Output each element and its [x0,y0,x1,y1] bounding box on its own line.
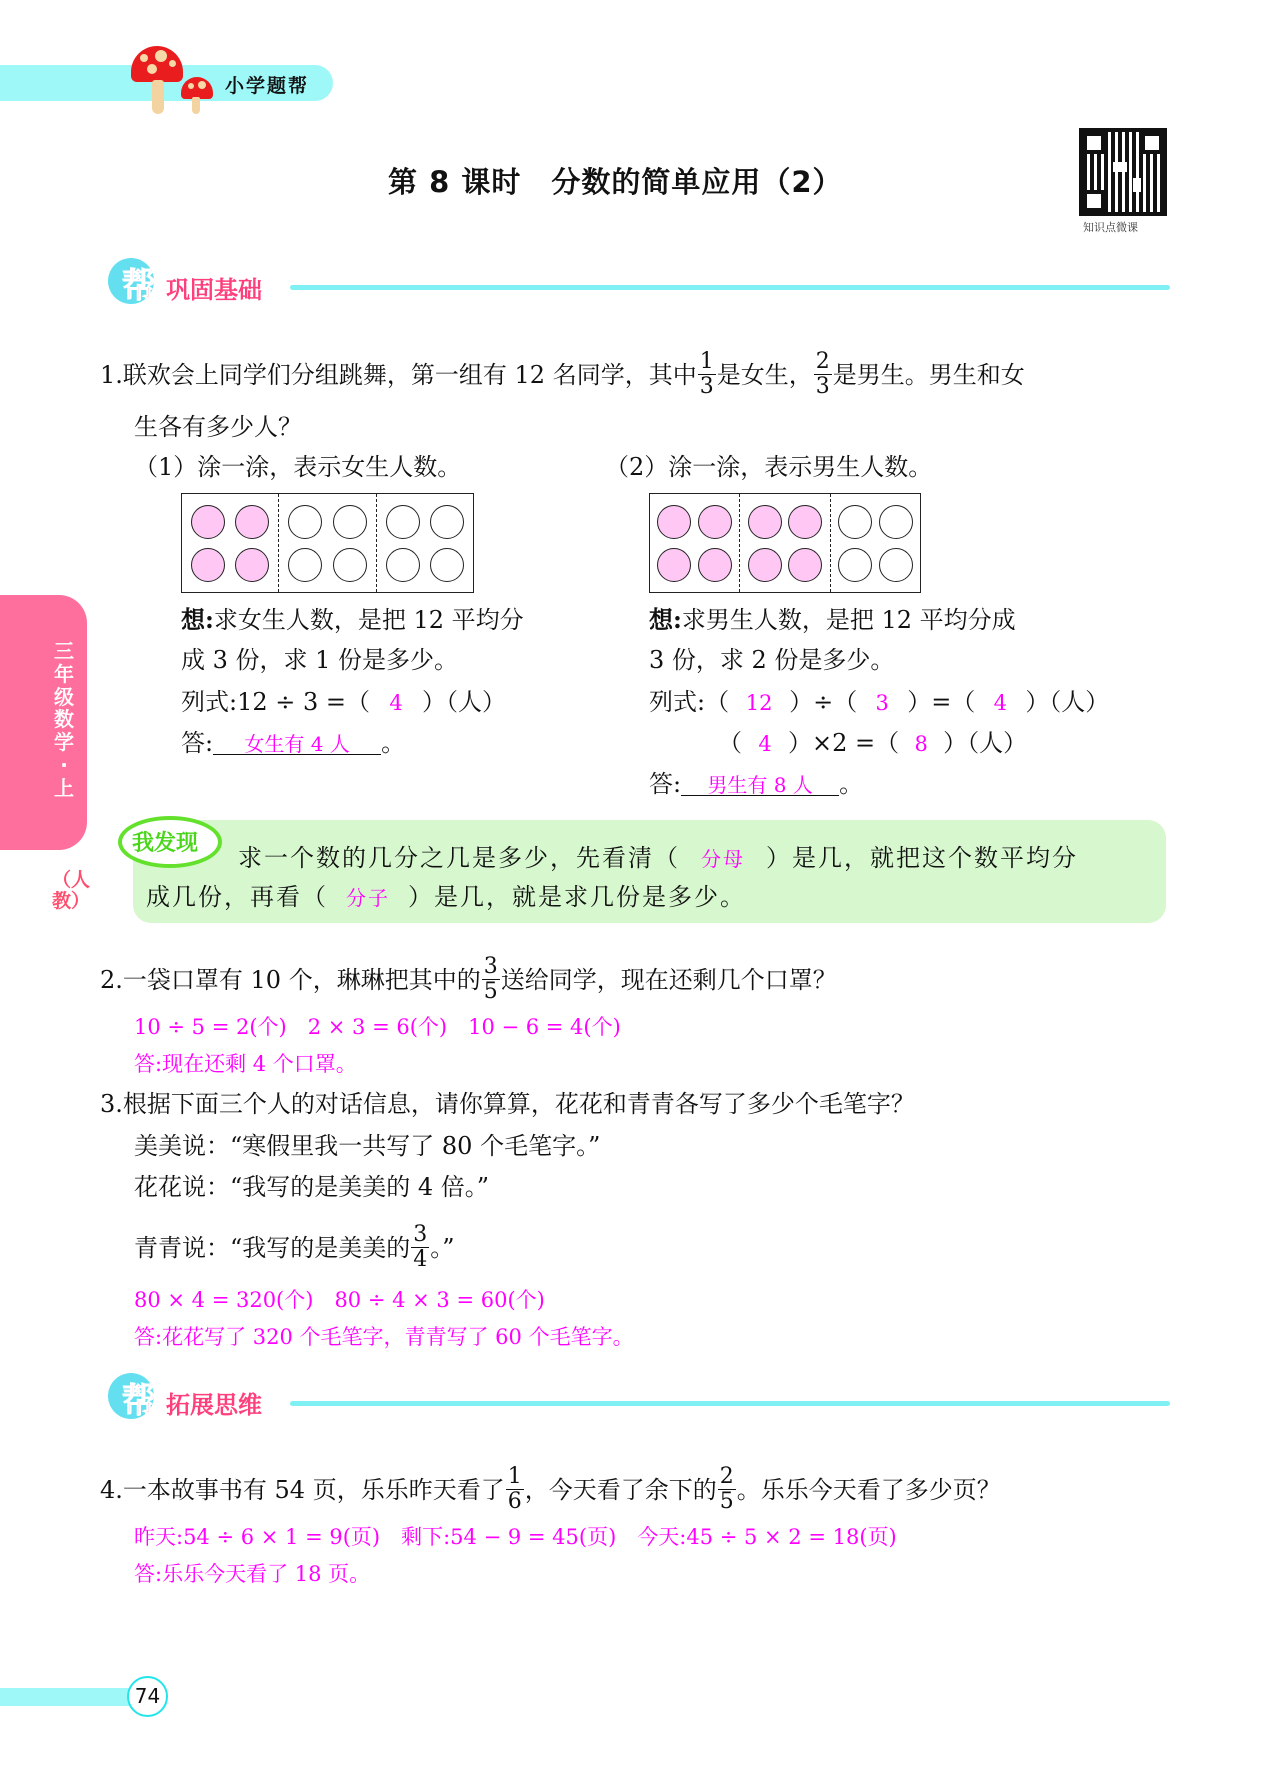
circle-filled[interactable] [788,505,822,539]
circle-grid-girls[interactable] [181,493,474,593]
circle-empty[interactable] [430,548,464,582]
fraction: $\frac{3}{4}$ [413,1222,428,1272]
circle-empty[interactable] [386,548,420,582]
grade-label: 三年级数学·上 [54,639,74,800]
circle-group [182,494,278,592]
page-title: 第 8 课时 分数的简单应用（2） [388,165,843,199]
part2-think-2: 3 份，求 2 份是多少。 [649,646,895,674]
discovery-line-2: 成几份，再看（ 分子 ）是几，就是求几份是多少。 [146,883,746,911]
brand-label: 小学题帮 [225,75,310,97]
circle-empty[interactable] [838,505,872,539]
circle-group [739,494,829,592]
question-1: 1.联欢会上同学们分组跳舞，第一组有 12 名同学，其中 $\frac{1}{3}$ 是女生， $\frac{2}{3}$ 是男生。男生和女 [100,349,1025,399]
answer-blank[interactable]: 4 [993,691,1007,715]
fraction: $\frac{2}{5}$ [719,1464,734,1514]
circle-filled[interactable] [191,505,225,539]
circle-empty[interactable] [386,505,420,539]
mushroom-small-stem [192,97,200,114]
circle-empty[interactable] [838,548,872,582]
answer-blank[interactable]: 3 [875,691,889,715]
circle-filled[interactable] [788,548,822,582]
q4-solution: 昨天:54 ÷ 6 × 1 = 9(页) 剩下:54 − 9 = 45(页) 今天:45 ÷ 5 × 2 = 18(页) [134,1525,897,1549]
answer-blank[interactable]: 12 [745,691,773,715]
circle-filled[interactable] [748,548,782,582]
answer-field[interactable]: 男生有 8 人 [681,775,839,796]
discovery-badge: 我发现 [132,831,199,856]
fraction: $\frac{3}{5}$ [483,954,498,1004]
circle-group [376,494,473,592]
circle-empty[interactable] [288,505,322,539]
circle-filled[interactable] [657,548,691,582]
circle-empty[interactable] [333,505,367,539]
discovery-line-1: 求一个数的几分之几是多少，先看清（ 分母 ）是几，就把这个数平均分 [238,844,1078,872]
circle-empty[interactable] [879,505,913,539]
circle-filled[interactable] [657,505,691,539]
circle-empty[interactable] [288,548,322,582]
mushroom-stem [152,80,164,114]
fraction: $\frac{1}{6}$ [507,1464,522,1514]
fraction: $\frac{2}{3}$ [815,349,830,399]
q3-huahua: 花花说：“我写的是美美的 4 倍。” [134,1173,490,1201]
section-badge: 帮 [122,1381,156,1421]
question-2: 2.一袋口罩有 10 个，琳琳把其中的 $\frac{3}{5}$ 送给同学，现在还剩几个口罩？ [100,954,837,1004]
section-divider [290,285,1170,290]
part1-think-2: 成 3 份，求 1 份是多少。 [181,646,459,674]
circle-group [650,494,739,592]
section-badge: 帮 [122,266,156,306]
part1-think-1: 想:求女生人数，是把 12 平均分 [181,605,524,634]
answer-blank[interactable]: 4 [389,691,403,715]
page-number: 74 [127,1676,168,1717]
circle-filled[interactable] [235,548,269,582]
circle-filled[interactable] [235,505,269,539]
edition-label: （人教） [52,869,91,912]
q3-qingqing: 青青说：“我写的是美美的 $\frac{3}{4}$ 。” [134,1222,455,1272]
part2-label: （2）涂一涂，表示男生人数。 [605,453,933,481]
circle-grid-boys[interactable] [649,493,921,593]
part1-formula: 列式:12 ÷ 3 =（ 4 ）（人） [181,688,506,716]
answer-blank[interactable]: 4 [758,732,772,756]
circle-filled[interactable] [698,505,732,539]
q4-answer: 答:乐乐今天看了 18 页。 [134,1562,371,1586]
question-3: 3.根据下面三个人的对话信息，请你算算，花花和青青各写了多少个毛笔字？ [100,1090,915,1118]
section-divider [290,1401,1170,1406]
circle-empty[interactable] [879,548,913,582]
answer-blank[interactable]: 8 [914,732,928,756]
answer-blank[interactable]: 分母 [701,847,745,871]
section-title-extend: 拓展思维 [166,1391,262,1419]
question-4: 4.一本故事书有 54 页，乐乐昨天看了 $\frac{1}{6}$ ，今天看了余下的 $\frac{2}{5}$ 。乐乐今天看了多少页？ [100,1464,1001,1514]
mushroom-icon [131,46,183,82]
part2-answer: 答: 男生有 8 人 。 [649,770,864,798]
q3-meimei: 美美说：“寒假里我一共写了 80 个毛笔字。” [134,1132,601,1160]
circle-empty[interactable] [333,548,367,582]
q2-answer: 答:现在还剩 4 个口罩。 [134,1052,357,1076]
fraction: $\frac{1}{3}$ [699,349,714,399]
circle-filled[interactable] [698,548,732,582]
section-title-basics: 巩固基础 [166,276,262,304]
answer-blank[interactable]: 分子 [346,886,390,910]
question-number: 1. [100,361,123,389]
part2-formula-1: 列式:（ 12 ）÷（ 3 ）=（ 4 ）（人） [649,688,1110,716]
part1-answer: 答: 女生有 4 人 。 [181,729,406,757]
answer-field[interactable]: 女生有 4 人 [213,734,381,755]
qr-code-icon[interactable] [1079,128,1167,216]
footer-bar [0,1688,135,1706]
q3-answer: 答:花花写了 320 个毛笔字，青青写了 60 个毛笔字。 [134,1325,634,1349]
part1-label: （1）涂一涂，表示女生人数。 [134,453,462,481]
q3-solution: 80 × 4 = 320(个) 80 ÷ 4 × 3 = 60(个) [134,1288,545,1312]
circle-filled[interactable] [748,505,782,539]
part2-formula-2: （ 4 ）×2 =（ 8 ）（人） [718,729,1028,757]
circle-group [278,494,375,592]
q2-solution: 10 ÷ 5 = 2(个) 2 × 3 = 6(个) 10 − 6 = 4(个) [134,1015,621,1039]
circle-filled[interactable] [191,548,225,582]
part2-think-1: 想:求男生人数，是把 12 平均分成 [649,605,1016,634]
circle-group [830,494,920,592]
circle-empty[interactable] [430,505,464,539]
qr-code-label: 知识点微课 [1083,221,1138,234]
question-1-cont: 生各有多少人？ [134,413,302,441]
